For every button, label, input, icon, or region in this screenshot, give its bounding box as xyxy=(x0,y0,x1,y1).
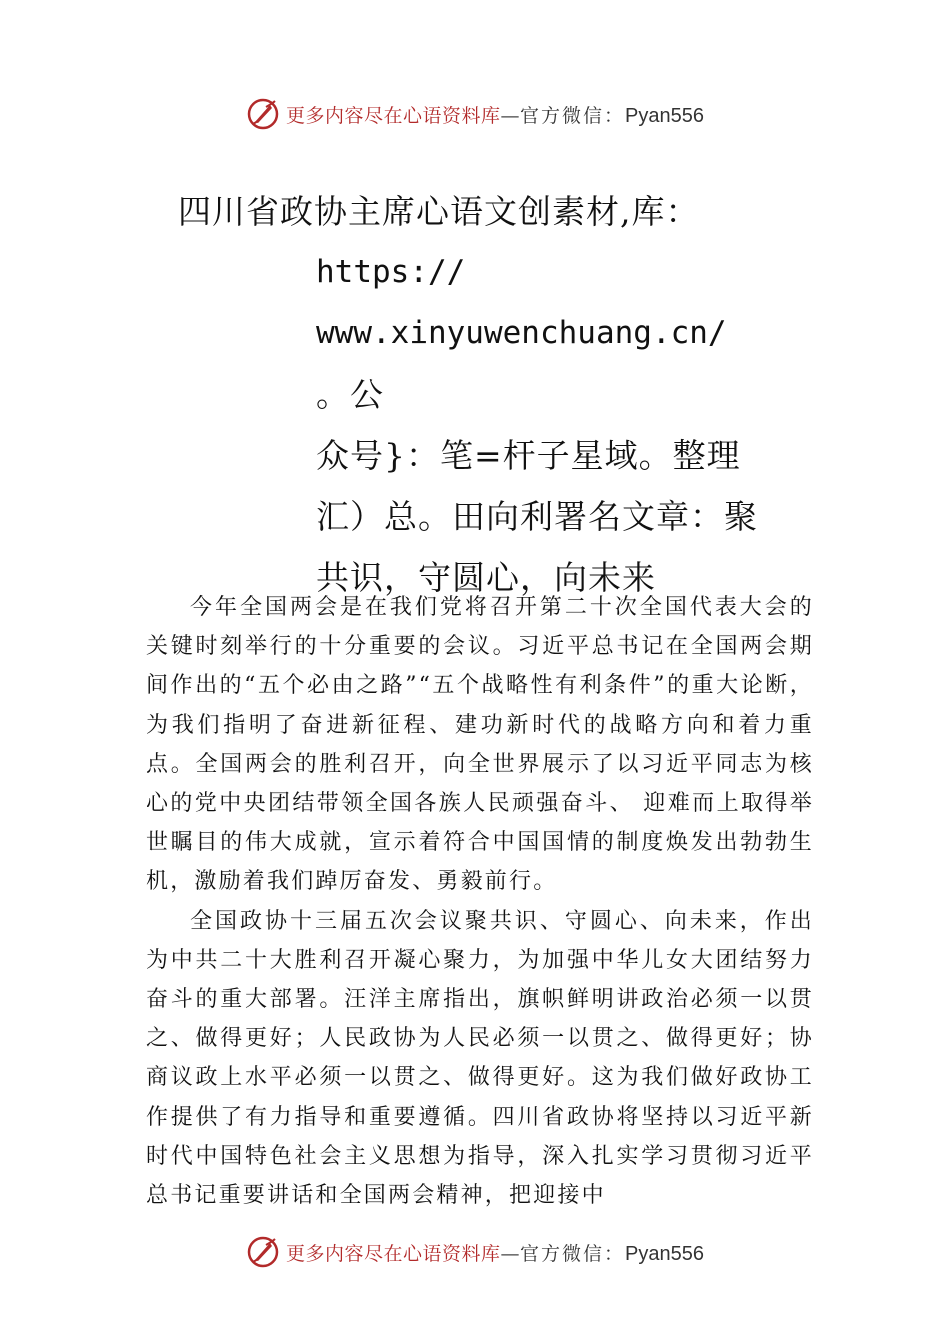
title-line-2: https:// xyxy=(316,254,466,290)
title-line-3 xyxy=(316,303,786,425)
footer-banner xyxy=(0,1232,950,1272)
banner-wechat-label: 官方微信： xyxy=(520,1242,626,1265)
title-line-4: 众号}：笔=杆子星域。整理 xyxy=(316,436,741,475)
banner-text xyxy=(286,101,704,128)
title-url: www.xinyuwenchuang.cn/ xyxy=(316,315,727,351)
title-block xyxy=(316,242,786,608)
article-body xyxy=(146,588,814,1215)
banner-wechat-id: Pyan556 xyxy=(625,1242,704,1265)
banner-brand: 更多内容尽在心语资料库 xyxy=(286,1242,501,1265)
banner-wechat-label: 官方微信： xyxy=(520,104,626,127)
banner-text xyxy=(286,1239,704,1266)
paragraph-2: 全国政协十三届五次会议聚共识、守圆心、向未来，作出为中共二十大胜利召开凝心聚力，为加强中华儿女大团结努力奋斗的重大部署。汪洋主席指出，旗帜鲜明讲政治必须一以贯之、做得更好；人民政协为人民必须一以贯之、做得更好；协商议政上水平必须一以贯之、做得更好。这为我们做好政协工作提供了有力指导和重要遵循。四川省政协将坚持以习近平新时代中国特色社会主义思想为指导，深入扎实学习贯彻习近平总书记重要讲话和全国两会精神，把迎接中 xyxy=(146,908,814,1209)
banner-brand: 更多内容尽在心语资料库 xyxy=(286,104,501,127)
quill-logo-icon xyxy=(246,97,280,131)
title-line-6: 共识，守圆心，向未来 xyxy=(316,558,656,597)
header-banner xyxy=(0,94,950,134)
banner-dash: — xyxy=(500,1242,521,1265)
title-line-5: 汇）总。田向利署名文章：聚 xyxy=(316,497,758,536)
title-line-1: 四川省政协主席心语文创素材,库： xyxy=(178,192,700,231)
title-line-3-suffix: 。公 xyxy=(316,375,384,414)
paragraph-1: 今年全国两会是在我们党将召开第二十次全国代表大会的关键时刻举行的十分重要的会议。习近平总书记在全国两会期间作出的“五个必由之路”“五个战略性有利条件”的重大论断，为我们指明了奋进新征程、建功新时代的战略方向和着力重点。全国两会的胜利召开，向全世界展示了以习近平同志为核心的党中央团结带领全国各族人民顽强奋斗、 迎难而上取得举世瞩目的伟大成就，宣示着符合中国国情的制度焕发出勃勃生机，激励着我们踔厉奋发、勇毅前行。 xyxy=(146,595,814,895)
quill-logo-icon xyxy=(246,1235,280,1269)
banner-dash: — xyxy=(500,104,521,127)
banner-wechat-id: Pyan556 xyxy=(625,104,704,127)
